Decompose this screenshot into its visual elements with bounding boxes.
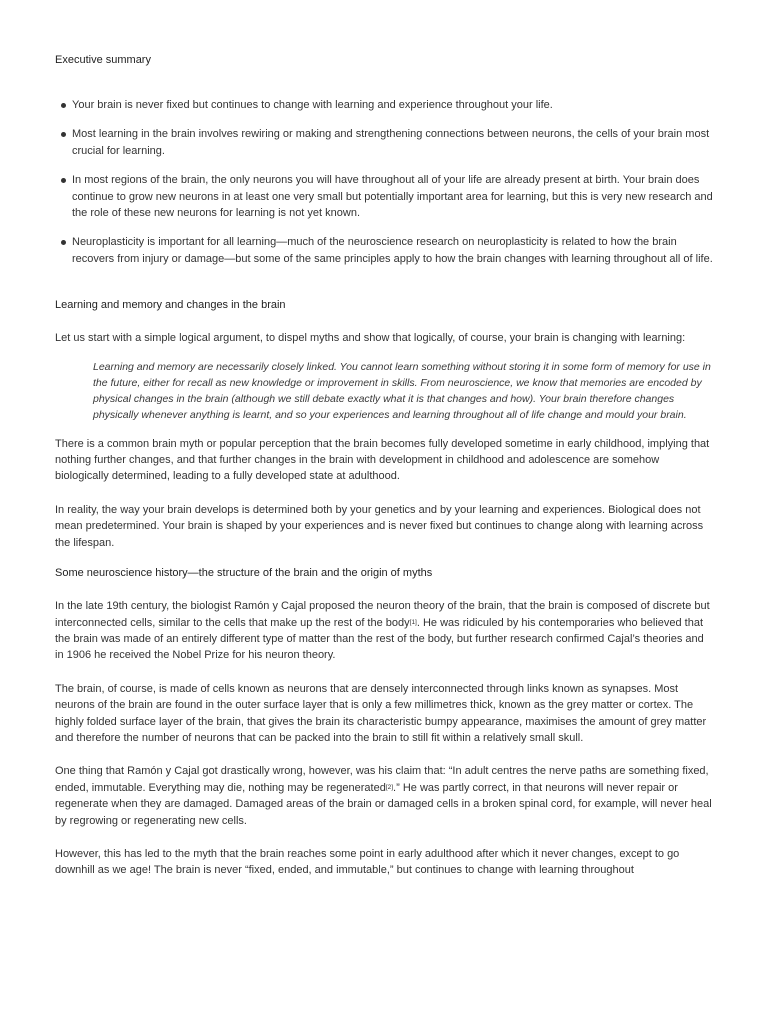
cajal-wrong-text-part2: .” He was partly correct, in that neurons will never repair or regenerate when they are damaged. Damaged areas of the brain or damaged cells in a broken spinal cord, for example, will never heal by regrowing or regenerating new cells. <box>55 781 712 827</box>
summary-bullet-item: Neuroplasticity is important for all learning—much of the neuroscience research on neuroplasticity is related to how the brain recovers from injury or damage—but some of the same principles apply to how the brain changes with learning throughout all of life. <box>55 234 715 267</box>
neurons-paragraph: The brain, of course, is made of cells known as neurons that are densely interconnected through links known as synapses. Most neurons of the brain are found in the outer surface layer that is only a few millimetres thick, known as the grey matter or cortex. The highly folded surface layer of the brain, that gives the brain its characteristic bumpy appearance, maximises the amount of grey matter and therefore the number of neurons that can be packed into the brain to still fit within a relatively small skull. <box>55 682 707 744</box>
history-heading: Some neuroscience history—the structure of the brain and the origin of myths <box>55 567 433 580</box>
cajal-text-part1: In the late 19th century, the biologist Ramón y Cajal proposed the neuron theory of the brain, that the brain is composed of discrete but interconnected cells, similar to the cells that make up the rest of the body <box>55 600 710 629</box>
cajal-paragraph <box>55 598 715 664</box>
summary-bullet-item: Your brain is never fixed but continues to change with learning and experience throughout your life. <box>55 97 715 113</box>
document-content <box>55 52 715 879</box>
footnote-reference-2[interactable]: [2] <box>385 783 394 791</box>
intro-paragraph: Let us start with a simple logical argument, to dispel myths and show that logically, of course, your brain is changing with learning: <box>55 332 686 345</box>
summary-bullet-list <box>55 97 715 267</box>
however-paragraph: However, this has led to the myth that the brain reaches some point in early adulthood after which it never changes, except to go downhill as we age! The brain is never “fixed, ended, and immutable,” but continues to change with learning throughout <box>55 847 680 877</box>
myth-paragraph: There is a common brain myth or popular perception that the brain becomes fully developed sometime in early childhood, implying that nothing further changes, and that further changes in the brain with development in childhood and adolescence are somehow biologically determined, leading to a fully developed state at adulthood. <box>55 437 710 483</box>
cajal-wrong-text-part1: One thing that Ramón y Cajal got drastically wrong, however, was his claim that: “In adult centres the nerve paths are something fixed, ended, immutable. Everything may die, nothing may be regenerated <box>55 765 709 794</box>
footnote-reference-1[interactable]: [1] <box>409 618 417 626</box>
summary-bullet-item: In most regions of the brain, the only neurons you will have throughout all of your life are already present at birth. Your brain does continue to grow new neurons in at least one very small but potentially important area for learning, but this is very new research and the role of these new neurons for learning is not yet known. <box>55 172 715 221</box>
cajal-text-part2: . He was ridiculed by his contemporaries who believed that the brain was made of an entirely different type of matter than the rest of the body, but further research confirmed Cajal’s theories and in 1906 he received the Nobel Prize for his neuron theory. <box>55 616 704 662</box>
summary-bullet-item: Most learning in the brain involves rewiring or making and strengthening connections between neurons, the cells of your brain most crucial for learning. <box>55 126 715 159</box>
block-quote: Learning and memory are necessarily closely linked. You cannot learn something without storing it in some form of memory for use in the future, either for recall as new knowledge or improvement in skills. From neuroscience, we know that memories are encoded by physical changes in the brain (although we still debate exactly what it is that changes and how). Your brain therefore changes physically whenever anything is learnt, and so your experiences and learning throughout all of life change and mould your brain. <box>93 360 711 421</box>
reality-paragraph: In reality, the way your brain develops is determined both by your genetics and by your learning and experiences. Biological does not mean predetermined. Your brain is shaped by your experiences and is never fixed but continues to change along with learning across the lifespan. <box>55 503 704 549</box>
executive-summary-heading: Executive summary <box>55 54 151 66</box>
cajal-wrong-paragraph <box>55 763 715 829</box>
learning-memory-heading: Learning and memory and changes in the brain <box>55 299 286 312</box>
